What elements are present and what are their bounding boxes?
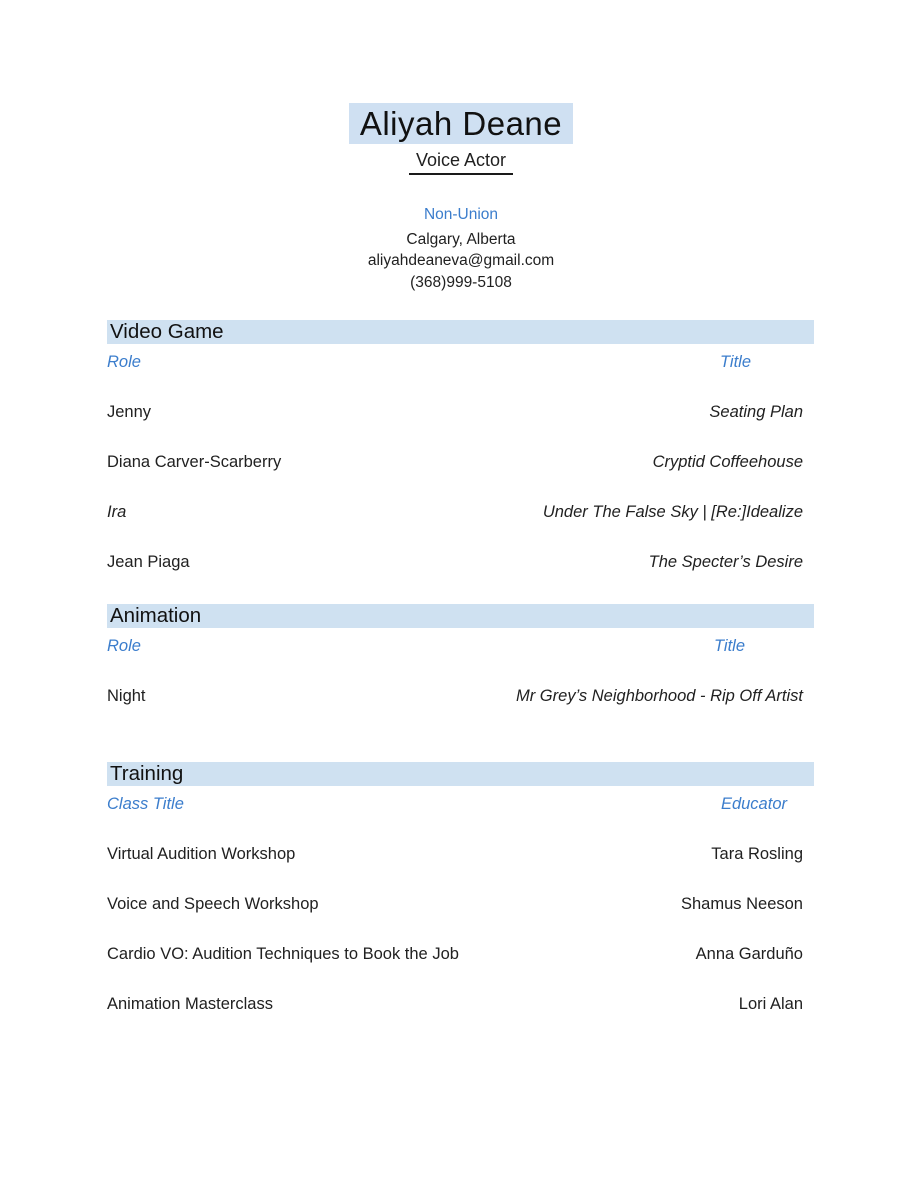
title-cell: Seating Plan [709,403,803,421]
location: Calgary, Alberta [406,230,516,248]
table-row [107,403,814,422]
class-title-cell: Cardio VO: Audition Techniques to Book the Job [107,945,459,963]
name-highlight-wrap [0,103,922,144]
column-header-title: Title [719,353,751,371]
title-cell: Cryptid Coffeehouse [652,453,803,471]
person-name: Aliyah Deane [349,103,573,144]
title-cell: Under The False Sky | [Re:]Idealize [542,503,803,521]
educator-cell: Tara Rosling [711,845,803,863]
class-title-cell: Animation Masterclass [107,995,273,1013]
table-row [107,687,814,706]
table-row [107,895,814,914]
table-row [107,845,814,864]
email: aliyahdeaneva@gmail.com [367,252,555,269]
section-training [107,762,814,1014]
column-header-role: Role [107,353,141,371]
section-title-video-game: Video Game [107,320,814,344]
role-cell: Ira [107,503,127,521]
title-cell: Mr Grey’s Neighborhood - Rip Off Artist [515,687,803,705]
section-title-training: Training [107,762,814,786]
role-cell: Diana Carver-Scarberry [107,453,282,471]
role-cell: Jean Piaga [107,553,190,571]
column-header-role: Role [107,637,141,655]
title-cell: The Specter’s Desire [648,553,803,571]
column-headers [107,353,814,372]
column-headers [107,637,814,656]
educator-cell: Lori Alan [738,995,803,1013]
table-row [107,503,814,522]
profession-subtitle: Voice Actor [409,150,513,175]
phone: (368)999-5108 [410,273,512,291]
column-header-educator: Educator [720,795,787,813]
contact-block [0,204,922,293]
educator-cell: Shamus Neeson [681,895,803,913]
column-header-class-title: Class Title [107,795,184,813]
section-video-game [107,320,814,572]
section-title-animation: Animation [107,604,814,628]
table-row [107,995,814,1014]
role-cell: Night [107,687,146,705]
resume-body [107,320,814,1014]
class-title-cell: Virtual Audition Workshop [107,845,296,863]
table-row [107,553,814,572]
class-title-cell: Voice and Speech Workshop [107,895,319,913]
column-headers [107,795,814,814]
section-animation [107,604,814,706]
role-cell: Jenny [107,403,152,421]
column-header-title: Title [713,637,745,655]
union-status: Non-Union [423,206,499,223]
table-row [107,945,814,964]
educator-cell: Anna Garduño [695,945,803,963]
subtitle-wrap [0,150,922,175]
resume-header [0,0,922,175]
table-row [107,453,814,472]
